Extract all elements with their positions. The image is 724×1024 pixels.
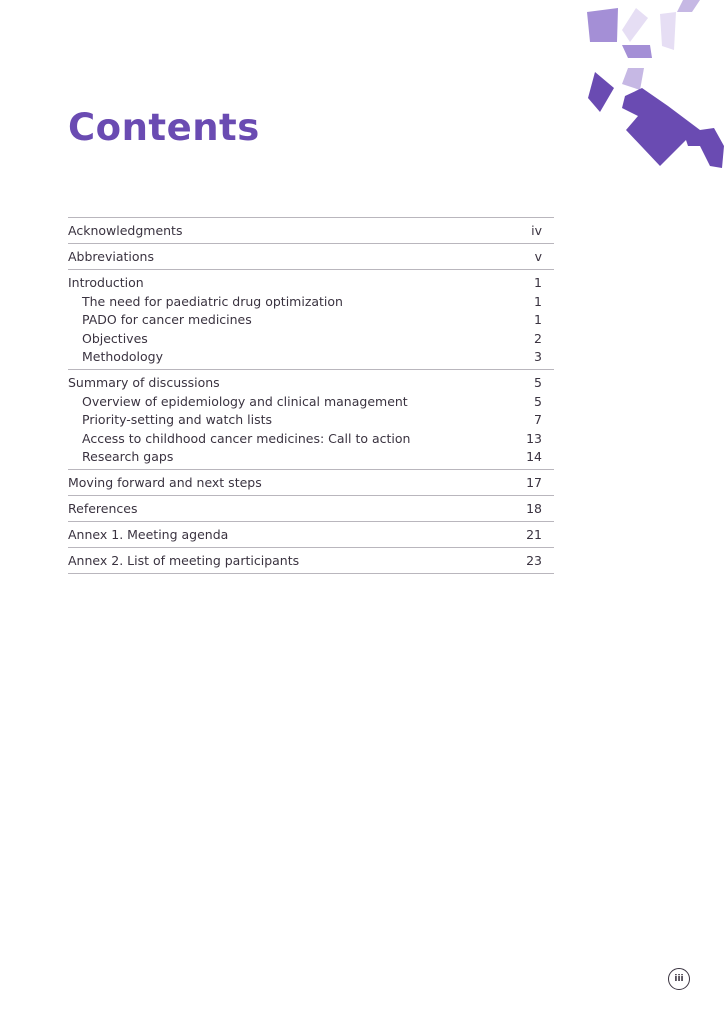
toc-subentry[interactable] xyxy=(68,394,554,410)
toc-entry-page: 14 xyxy=(526,449,542,464)
toc-entry-label: Moving forward and next steps xyxy=(68,475,262,490)
arc-segment xyxy=(700,146,724,168)
toc-entry-label: Introduction xyxy=(68,275,144,290)
toc-entry[interactable] xyxy=(68,527,554,543)
toc-entry-page: 21 xyxy=(526,527,542,542)
toc-entry-page: 18 xyxy=(526,501,542,516)
toc-subentry[interactable] xyxy=(68,412,554,428)
toc-entry-label: Priority-setting and watch lists xyxy=(82,412,273,427)
toc-entry[interactable] xyxy=(68,475,554,491)
arc-segment xyxy=(660,12,676,50)
toc-entry-page: 1 xyxy=(534,312,542,327)
toc-entry[interactable] xyxy=(68,275,554,291)
arc-segment xyxy=(587,8,618,42)
toc-entry-label: Summary of discussions xyxy=(68,375,220,390)
toc-entry-page: 2 xyxy=(534,330,542,346)
toc-entry-page: 1 xyxy=(534,293,542,309)
arc-segment xyxy=(622,68,644,90)
toc-entry-label: Objectives xyxy=(82,330,148,346)
toc-entry-page: 17 xyxy=(526,475,542,490)
toc-subentry[interactable] xyxy=(68,294,554,310)
toc-entry-label: Abbreviations xyxy=(68,249,154,264)
toc-entry-label: Annex 1. Meeting agenda xyxy=(68,527,229,542)
toc-entry-page: 23 xyxy=(526,553,542,568)
arc-segment xyxy=(622,8,648,42)
toc-entry-page: 13 xyxy=(526,430,542,446)
arc-segment xyxy=(622,45,652,58)
toc-entry-label: The need for paediatric drug optimization xyxy=(82,293,343,309)
toc-subentry[interactable] xyxy=(68,331,554,347)
toc-entry-label: Annex 2. List of meeting participants xyxy=(68,553,300,568)
toc-section xyxy=(68,270,554,370)
arc-segment xyxy=(588,72,614,112)
toc-entry-label: Research gaps xyxy=(82,449,174,464)
toc-entry-page: v xyxy=(534,249,542,264)
toc-entry[interactable] xyxy=(68,501,554,517)
toc-section xyxy=(68,522,554,548)
arc-segment xyxy=(677,0,700,12)
toc-entry[interactable] xyxy=(68,249,554,265)
toc-entry-label: PADO for cancer medicines xyxy=(82,312,252,327)
page-number-badge: iii xyxy=(668,968,690,990)
toc-section xyxy=(68,470,554,496)
toc-entry-label: Overview of epidemiology and clinical management xyxy=(82,393,408,409)
toc-entry[interactable] xyxy=(68,223,554,239)
toc-subentry[interactable] xyxy=(68,449,554,465)
toc-section xyxy=(68,548,554,574)
toc-entry[interactable] xyxy=(68,375,554,391)
toc-subentry[interactable] xyxy=(68,431,554,447)
toc-entry-label: References xyxy=(68,501,138,516)
toc-entry-page: 1 xyxy=(534,275,542,290)
toc-section xyxy=(68,218,554,244)
toc-entry-page: iv xyxy=(531,223,542,238)
toc-section xyxy=(68,244,554,270)
toc-entry-page: 5 xyxy=(534,375,542,390)
toc-entry-page: 7 xyxy=(534,412,542,427)
page-title: Contents xyxy=(68,106,260,149)
toc-entry[interactable] xyxy=(68,553,554,569)
toc-subentry[interactable] xyxy=(68,312,554,328)
decorative-arc-graphic xyxy=(560,0,724,200)
toc-entry-page: 3 xyxy=(534,349,542,364)
table-of-contents xyxy=(68,217,554,574)
toc-entry-label: Access to childhood cancer medicines: Call to action xyxy=(82,430,411,446)
toc-entry-page: 5 xyxy=(534,393,542,409)
toc-subentry[interactable] xyxy=(68,349,554,365)
toc-entry-label: Acknowledgments xyxy=(68,223,183,238)
toc-section xyxy=(68,370,554,470)
toc-entry-label: Methodology xyxy=(82,349,163,364)
toc-section xyxy=(68,496,554,522)
